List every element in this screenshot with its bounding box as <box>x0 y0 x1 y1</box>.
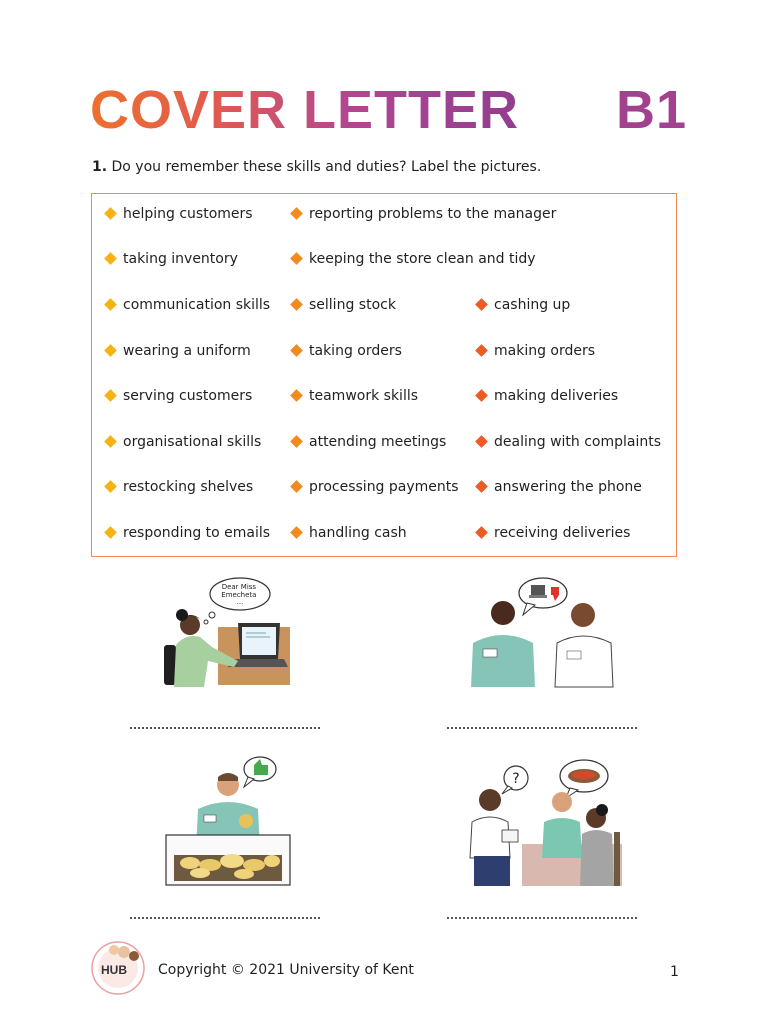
skills-box: helping customers taking inventory communication skills wearing a uniform serving customers organisational skills restocking shelves responding to emails reporting problems to the manager keeping the store clean and tidy selling stock taking orders teamwork skills attending meetings processing payments handling cash cashing up making orders making deliveries dealing with complaints answering the phone receiving deliveries <box>91 193 677 557</box>
email-writing-illustration <box>160 575 295 690</box>
level-badge: B1 <box>616 80 688 140</box>
diamond-bullet-icon <box>290 344 303 357</box>
taking-orders-illustration <box>462 758 627 888</box>
diamond-bullet-icon <box>104 207 117 220</box>
answer-line[interactable] <box>130 917 320 919</box>
diamond-bullet-icon <box>475 298 488 311</box>
page-number: 1 <box>670 964 679 980</box>
logo-text: HUB <box>101 963 127 977</box>
answer-line[interactable] <box>130 727 320 729</box>
diamond-bullet-icon <box>104 389 117 402</box>
bubble-question-text: ? <box>512 771 520 787</box>
diamond-bullet-icon <box>104 252 117 265</box>
question-text: Do you remember these skills and duties? Label the pictures. <box>111 159 542 175</box>
serving-customers-illustration <box>160 755 295 890</box>
bubble-text: Dear Miss Emecheta ... <box>221 583 257 606</box>
diamond-bullet-icon <box>290 526 303 539</box>
diamond-bullet-icon <box>475 344 488 357</box>
diamond-bullet-icon <box>104 298 117 311</box>
page-title <box>90 78 690 142</box>
copyright: Copyright © 2021 University of Kent <box>158 962 414 978</box>
diamond-bullet-icon <box>104 480 117 493</box>
reporting-problems-illustration <box>465 575 620 690</box>
title-main: COVER LETTER <box>90 80 520 140</box>
diamond-bullet-icon <box>475 480 488 493</box>
diamond-bullet-icon <box>104 526 117 539</box>
question-number: 1. <box>92 159 108 175</box>
diamond-bullet-icon <box>290 207 303 220</box>
answer-line[interactable] <box>447 727 637 729</box>
diamond-bullet-icon <box>104 435 117 448</box>
diamond-bullet-icon <box>475 389 488 402</box>
hub-logo <box>90 940 146 996</box>
diamond-bullet-icon <box>290 435 303 448</box>
diamond-bullet-icon <box>475 526 488 539</box>
diamond-bullet-icon <box>475 435 488 448</box>
diamond-bullet-icon <box>290 480 303 493</box>
instruction <box>92 158 541 176</box>
diamond-bullet-icon <box>104 344 117 357</box>
answer-line[interactable] <box>447 917 637 919</box>
diamond-bullet-icon <box>290 389 303 402</box>
diamond-bullet-icon <box>290 252 303 265</box>
diamond-bullet-icon <box>290 298 303 311</box>
